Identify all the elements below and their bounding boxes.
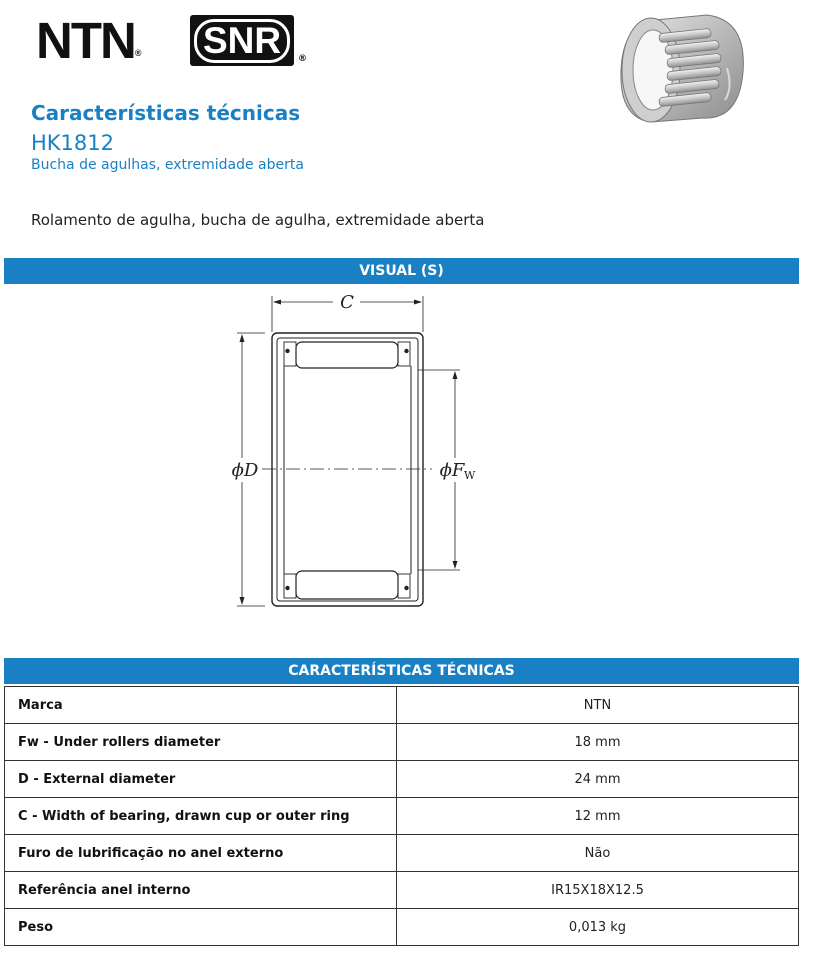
specs-section-header: CARACTERÍSTICAS TÉCNICAS [4, 658, 799, 684]
ntn-logo-text: NTN [36, 12, 135, 69]
registered-mark: ® [134, 48, 142, 58]
product-description: Rolamento de agulha, bucha de agulha, extremidade aberta [31, 211, 485, 229]
snr-logo-text: SNR [194, 19, 290, 63]
snr-logo [190, 15, 294, 66]
table-row [5, 798, 799, 835]
spec-value: 12 mm [397, 798, 799, 835]
spec-value: IR15X18X12.5 [397, 872, 799, 909]
bearing-technical-drawing [222, 288, 482, 618]
table-row [5, 835, 799, 872]
spec-label: Referência anel interno [5, 872, 397, 909]
dimension-label-d: ϕD [231, 460, 259, 481]
table-row [5, 724, 799, 761]
table-row [5, 687, 799, 724]
page-title: Características técnicas [31, 101, 301, 125]
spec-label: Peso [5, 909, 397, 946]
ntn-logo [36, 12, 142, 69]
dimension-label-fw-subscript: W [464, 469, 476, 482]
registered-mark: ® [298, 54, 307, 64]
spec-label: Fw - Under rollers diameter [5, 724, 397, 761]
spec-label: Marca [5, 687, 397, 724]
specs-table [4, 686, 799, 946]
model-code: HK1812 [31, 131, 115, 155]
spec-label: Furo de lubrificação no anel externo [5, 835, 397, 872]
dimension-label-fw: ϕF [439, 460, 465, 481]
product-subtitle: Bucha de agulhas, extremidade aberta [31, 157, 304, 173]
spec-value: 0,013 kg [397, 909, 799, 946]
dimension-label-c: C [340, 292, 354, 313]
spec-value: NTN [397, 687, 799, 724]
needle-bearing-image [615, 12, 750, 127]
spec-value: 18 mm [397, 724, 799, 761]
spec-value: Não [397, 835, 799, 872]
table-row [5, 761, 799, 798]
spec-label: D - External diameter [5, 761, 397, 798]
table-row [5, 872, 799, 909]
visual-section-header: VISUAL (S) [4, 258, 799, 284]
spec-value: 24 mm [397, 761, 799, 798]
table-row [5, 909, 799, 946]
spec-label: C - Width of bearing, drawn cup or outer ring [5, 798, 397, 835]
